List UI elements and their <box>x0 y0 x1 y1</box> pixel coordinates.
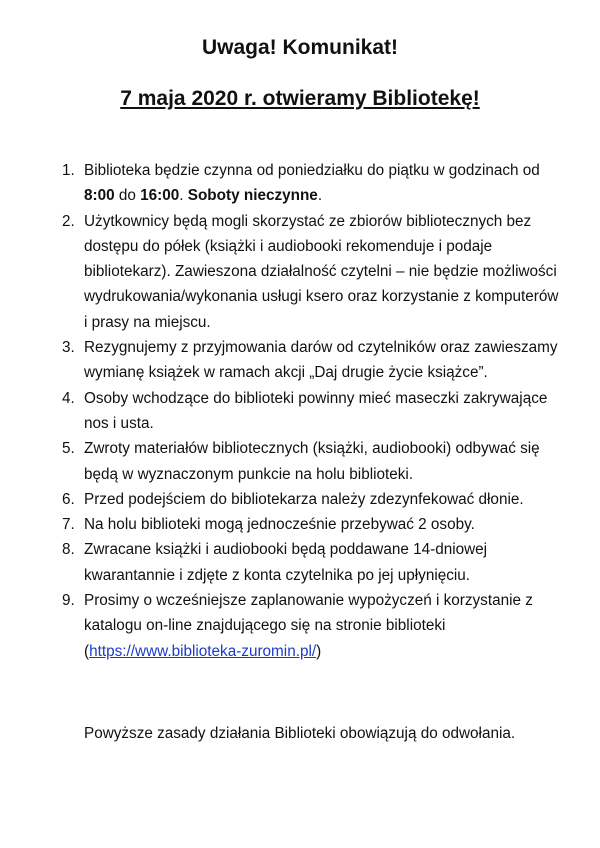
list-item-text: . <box>317 187 323 205</box>
list-item-text: Biblioteka będzie czynna od poniedziałku do piątku w godzinach od <box>84 162 540 179</box>
announcement-subtitle: 7 maja 2020 r. otwieramy Bibliotekę! <box>120 87 480 110</box>
library-website-link[interactable]: https://www.biblioteka-zuromin.pl/ <box>89 642 317 660</box>
list-item-number: 4. <box>62 389 75 407</box>
list-item-number: 1. <box>62 162 75 179</box>
list-item <box>62 588 562 664</box>
list-item-text: Prosimy o wcześniejsze zaplanowanie wypożyczeń i korzystanie z katalogu on-line znajdującego się na stronie biblioteki ( <box>84 592 533 660</box>
announcement-title: Uwaga! Komunikat! <box>201 36 398 59</box>
list-item-number: 9. <box>62 592 75 610</box>
list-item <box>62 158 562 209</box>
list-item <box>62 436 562 487</box>
list-item-text: Przed podejściem do bibliotekarza należy zdezynfekować dłonie. <box>84 490 524 508</box>
list-item-text: Użytkownicy będą mogli skorzystać ze zbiorów bibliotecznych bez dostępu do półek (książki i audiobooki rekomenduje i podaje bibliotekarz). Zawieszona działalność czytelni – nie będzie możliwości wydrukowania/wykonania usługi ksero oraz korzystanie z komputerów i prasy na miejscu. <box>84 212 559 331</box>
list-item <box>62 487 562 512</box>
opening-time: 8:00 <box>84 187 115 205</box>
list-item-text: Osoby wchodzące do biblioteki powinny mieć maseczki zakrywające nos i usta. <box>84 389 548 432</box>
list-item-number: 8. <box>62 541 75 559</box>
closing-time: 16:00 <box>140 187 180 205</box>
list-item-number: 6. <box>62 490 75 508</box>
list-item-number: 3. <box>62 339 75 357</box>
list-item <box>62 537 562 588</box>
list-item-number: 5. <box>62 440 75 458</box>
closing-note: Powyższe zasady działania Biblioteki obowiązują do odwołania. <box>84 725 516 742</box>
list-item-text: Na holu biblioteki mogą jednocześnie przebywać 2 osoby. <box>84 516 475 534</box>
list-item-text: Zwracane książki i audiobooki będą poddawane 14-dniowej kwarantannie i zdjęte z konta czytelnika po jej upłynięciu. <box>84 541 488 584</box>
list-item <box>62 209 562 335</box>
saturday-closed-note: Soboty nieczynne <box>187 187 318 205</box>
list-item <box>62 386 562 437</box>
list-item-number: 2. <box>62 212 75 230</box>
list-item-number: 7. <box>62 516 75 534</box>
list-item-text: do <box>114 187 141 205</box>
list-item-text: ) <box>316 642 322 660</box>
list-item-text: Zwroty materiałów bibliotecznych (książki, audiobooki) odbywać się będą w wyznaczonym punkcie na holu biblioteki. <box>84 440 540 483</box>
list-item-text: . <box>179 187 188 205</box>
rules-list <box>62 158 562 664</box>
list-item-text: Rezygnujemy z przyjmowania darów od czytelników oraz zawieszamy wymianę książek w ramach akcji „Daj drugie życie książce”. <box>84 339 558 382</box>
list-item <box>62 335 562 386</box>
list-item <box>62 512 562 537</box>
